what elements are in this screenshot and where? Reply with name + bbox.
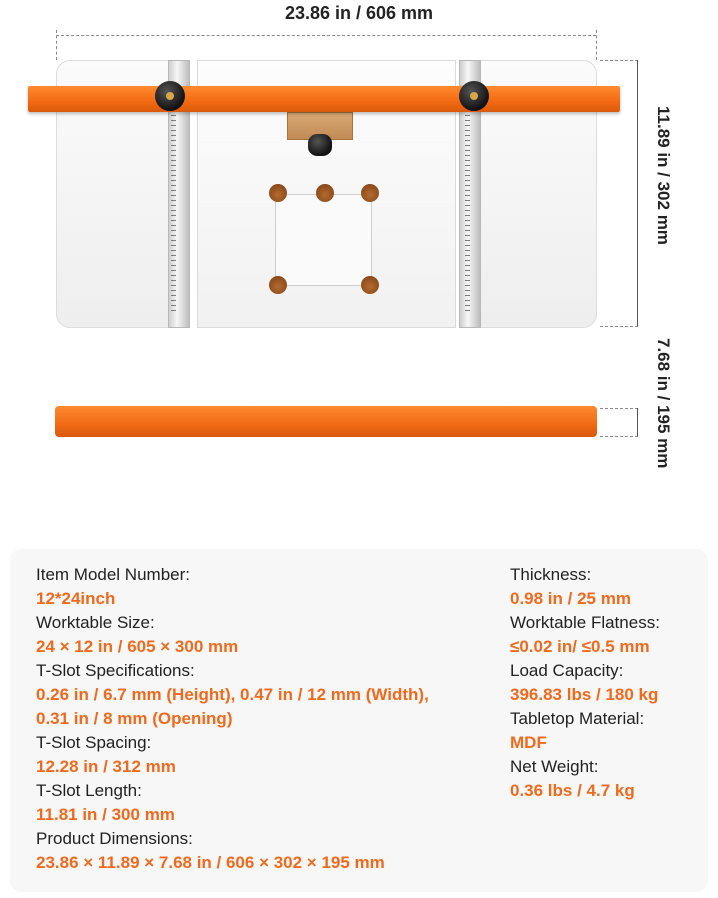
height-dimension-line	[637, 408, 638, 436]
depth-dimension-line	[637, 60, 638, 326]
width-right-extension	[596, 30, 597, 60]
spec-label: T-Slot Length:	[36, 781, 142, 800]
mount-hole	[269, 276, 287, 294]
right-ruler-scale	[465, 115, 470, 315]
mount-hole	[361, 184, 379, 202]
depth-bottom-extension	[600, 326, 638, 327]
spec-value: 12*24inch	[36, 589, 116, 608]
spec-value: ≤0.02 in/ ≤0.5 mm	[510, 637, 650, 656]
spec-value: 12.28 in / 312 mm	[36, 757, 176, 776]
left-ruler-scale	[171, 115, 176, 315]
spec-value: 23.86 × 11.89 × 7.68 in / 606 × 302 × 195 mm	[36, 853, 385, 872]
width-dimension-line	[56, 35, 596, 36]
spec-value: MDF	[510, 733, 547, 752]
spec-value: 0.36 lbs / 4.7 kg	[510, 781, 635, 800]
router-plate-insert	[275, 194, 372, 286]
width-left-extension	[56, 30, 57, 60]
orange-fence	[28, 86, 620, 112]
spec-value: 396.83 lbs / 180 kg	[510, 685, 659, 704]
spec-value: 0.31 in / 8 mm (Opening)	[36, 709, 233, 728]
spec-label: Worktable Flatness:	[510, 613, 660, 632]
spec-label: T-Slot Spacing:	[36, 733, 152, 752]
spec-label: Tabletop Material:	[510, 709, 645, 728]
center-knob-icon	[308, 134, 332, 156]
spec-label: Worktable Size:	[36, 613, 155, 632]
specs-right-column	[510, 563, 660, 803]
height-top-extension	[600, 408, 638, 409]
spec-label: Thickness:	[510, 565, 592, 584]
height-dimension-label: 7.68 in / 195 mm	[654, 338, 673, 469]
spec-label: Load Capacity:	[510, 661, 624, 680]
width-dimension-label: 23.86 in / 606 mm	[284, 3, 434, 23]
spec-value: 0.98 in / 25 mm	[510, 589, 631, 608]
specs-left-column	[36, 563, 429, 875]
depth-top-extension	[600, 60, 638, 61]
left-knob-stud	[166, 92, 174, 100]
spec-value: 11.81 in / 300 mm	[36, 805, 175, 824]
height-bottom-extension	[600, 436, 638, 437]
mount-hole	[316, 184, 334, 202]
spec-label: T-Slot Specifications:	[36, 661, 195, 680]
spec-value: 0.26 in / 6.7 mm (Height), 0.47 in / 12 mm (Width),	[36, 685, 429, 704]
spec-label: Item Model Number:	[36, 565, 190, 584]
mount-hole	[269, 184, 287, 202]
depth-dimension-label: 11.89 in / 302 mm	[654, 106, 673, 245]
spec-value: 24 × 12 in / 605 × 300 mm	[36, 637, 239, 656]
side-view-profile	[55, 406, 597, 437]
mount-hole	[361, 276, 379, 294]
spec-label: Net Weight:	[510, 757, 599, 776]
spec-label: Product Dimensions:	[36, 829, 193, 848]
right-knob-stud	[470, 92, 478, 100]
